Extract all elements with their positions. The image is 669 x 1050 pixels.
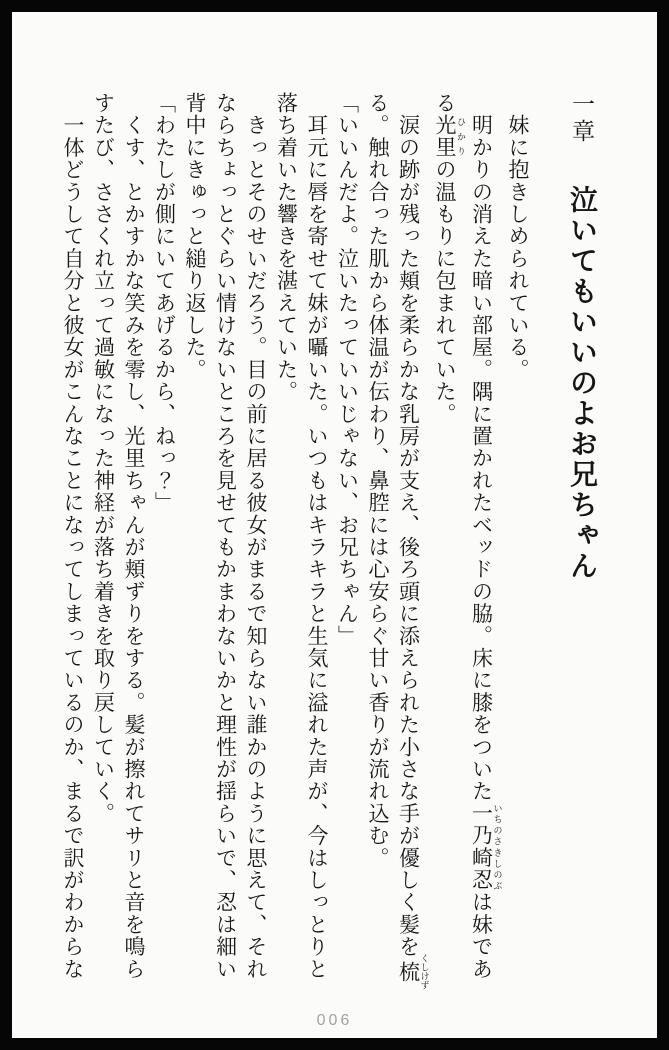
furigana-word: 一乃崎忍 いちのさきしのぶ: [469, 802, 503, 892]
text-column: 「いいんだよ。泣いたっていいじゃない、お兄ちゃん」: [335, 92, 360, 647]
text-column: すたび、ささくれ立って過敏になった神経が落ち着きを取り戻していく。: [91, 92, 116, 825]
furigana-word: 梳 くしけず: [396, 953, 430, 990]
chapter-title: 泣いてもいいのよお兄ちゃん: [566, 185, 597, 582]
text-column: 耳元に唇を寄せて妹が囁いた。いつもはキラキラと生気に溢れた声が、今はしっとりと: [305, 92, 329, 980]
text-column: 「わたしが側にいてあげるから、ねっ？」: [152, 92, 177, 514]
text-column: 背中にきゅっと縋り返した。: [183, 92, 207, 381]
chapter-number: 一章: [569, 92, 594, 146]
text-column: 涙の跡が残った頬を柔らかな乳房が支え、後ろ頭に添えられた小さな手が優しく髪を梳 くしけず: [396, 92, 430, 990]
page-number: 006: [316, 1012, 353, 1029]
text-column: 明かりの消えた暗い部屋。隅に置かれたベッドの脇。床に膝をついた一乃崎忍 いちのさきしのぶは妹であ: [469, 92, 503, 981]
chapter-heading: [559, 92, 603, 1000]
text-column: ならちょっとぐらい情けないところを見せてもかまわないかと理性が揺らいで、忍は細い: [213, 92, 238, 981]
text-column: きっとそのせいだろう。目の前に居る彼女がまるで知らない誰かのように思えて、それ: [244, 92, 268, 981]
text-column: 妹に抱きしめられている。: [506, 92, 530, 381]
body-text: [58, 92, 534, 1000]
text-column: る光里 ひかりの温もりに包まれていた。: [433, 92, 466, 426]
text-column: 一体どうして自分と彼女がこんなことになってしまっているのか、まるで訳がわからな: [61, 92, 85, 980]
furigana-word: 光里 ひかり: [433, 114, 466, 159]
text-column: る。触れ合った肌から体温が伝わり、鼻腔には心安らぐ甘い香りが流れ込む。: [366, 92, 390, 869]
text-column: くす、とかすかな笑みを零し、光里ちゃんが頬ずりをする。髪が擦れてサリと音を鳴ら: [122, 92, 146, 981]
text-column: 落ち着いた響きを湛えていた。: [274, 92, 299, 403]
page-content: [50, 92, 603, 1000]
